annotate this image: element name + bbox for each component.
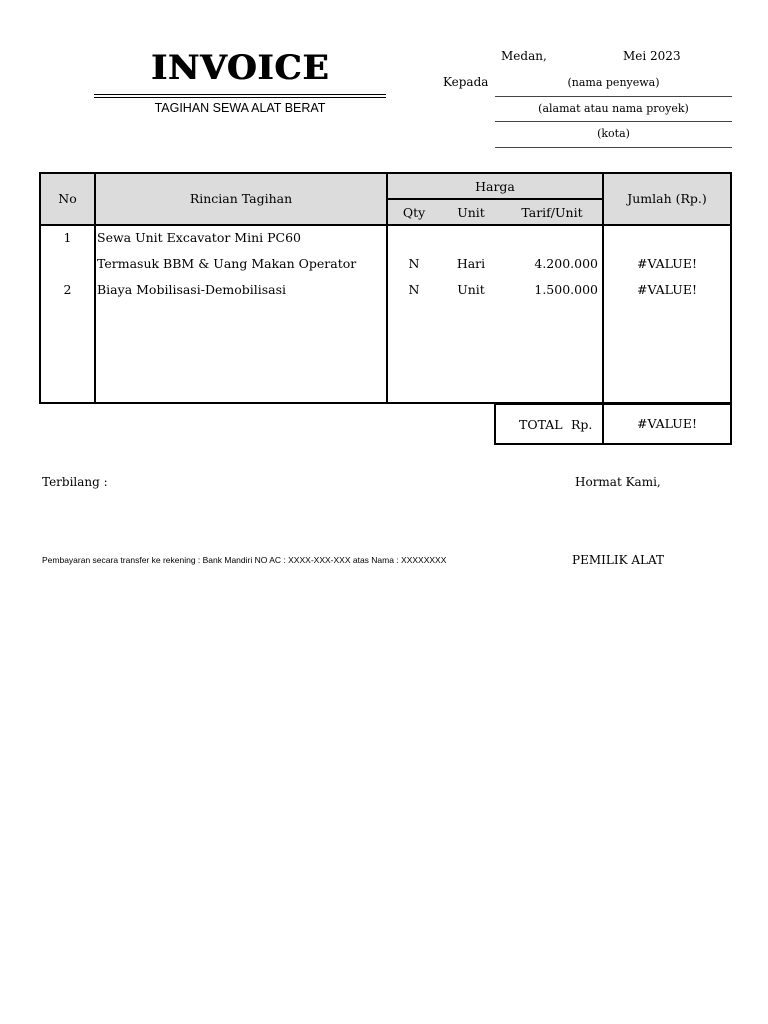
header-bottom-rule (41, 224, 730, 226)
invoice-table (39, 172, 732, 404)
total-box (494, 403, 732, 445)
row-3-qty: N (408, 282, 420, 297)
to-label: Kepada (443, 75, 489, 89)
invoice-title: INVOICE (150, 48, 330, 88)
row-2-amount: #VALUE! (637, 256, 697, 271)
recipient-name: (nama penyewa) (567, 76, 660, 89)
payment-note: Pembayaran secara transfer ke rekening : Bank Mandiri NO AC : XXXX-XXX-XXX atas Nama : XXXXXXXX (42, 555, 447, 565)
total-label: TOTAL (519, 417, 563, 432)
recipient-address: (alamat atau nama proyek) (538, 102, 689, 115)
row-3-no: 2 (63, 282, 72, 297)
recipient-city-line (495, 147, 732, 148)
price-group-divider (388, 198, 602, 200)
closing-greeting: Hormat Kami, (575, 475, 661, 489)
signatory: PEMILIK ALAT (572, 553, 664, 567)
header-unit: Unit (457, 205, 485, 220)
header-price-group: Harga (475, 179, 515, 194)
row-3-amount: #VALUE! (637, 282, 697, 297)
row-3-unit: Unit (457, 282, 485, 297)
terbilang-label: Terbilang : (42, 475, 108, 489)
row-3-rate: 1.500.000 (534, 282, 598, 297)
row-3-description: Biaya Mobilisasi-Demobilisasi (97, 282, 287, 297)
header-qty: Qty (402, 205, 426, 220)
total-value: #VALUE! (637, 416, 697, 431)
total-currency: Rp. (571, 417, 593, 432)
invoice-subtitle: TAGIHAN SEWA ALAT BERAT (154, 101, 326, 115)
row-2-rate: 4.200.000 (534, 256, 598, 271)
header-description: Rincian Tagihan (189, 191, 293, 206)
recipient-name-line (495, 96, 732, 97)
row-1-description: Sewa Unit Excavator Mini PC60 (97, 230, 302, 245)
header-no: No (58, 191, 77, 206)
header-amount: Jumlah (Rp.) (627, 191, 707, 206)
recipient-city: (kota) (597, 127, 630, 140)
title-underline (94, 94, 386, 98)
recipient-address-line (495, 121, 732, 122)
row-2-unit: Hari (456, 256, 486, 271)
header-rate: Tarif/Unit (521, 205, 583, 220)
row-1-no: 1 (63, 230, 72, 245)
invoice-city: Medan, (501, 49, 547, 63)
invoice-date: Mei 2023 (623, 49, 681, 63)
row-2-description: Termasuk BBM & Uang Makan Operator (97, 256, 357, 271)
column-divider (94, 174, 96, 402)
row-2-qty: N (408, 256, 420, 271)
